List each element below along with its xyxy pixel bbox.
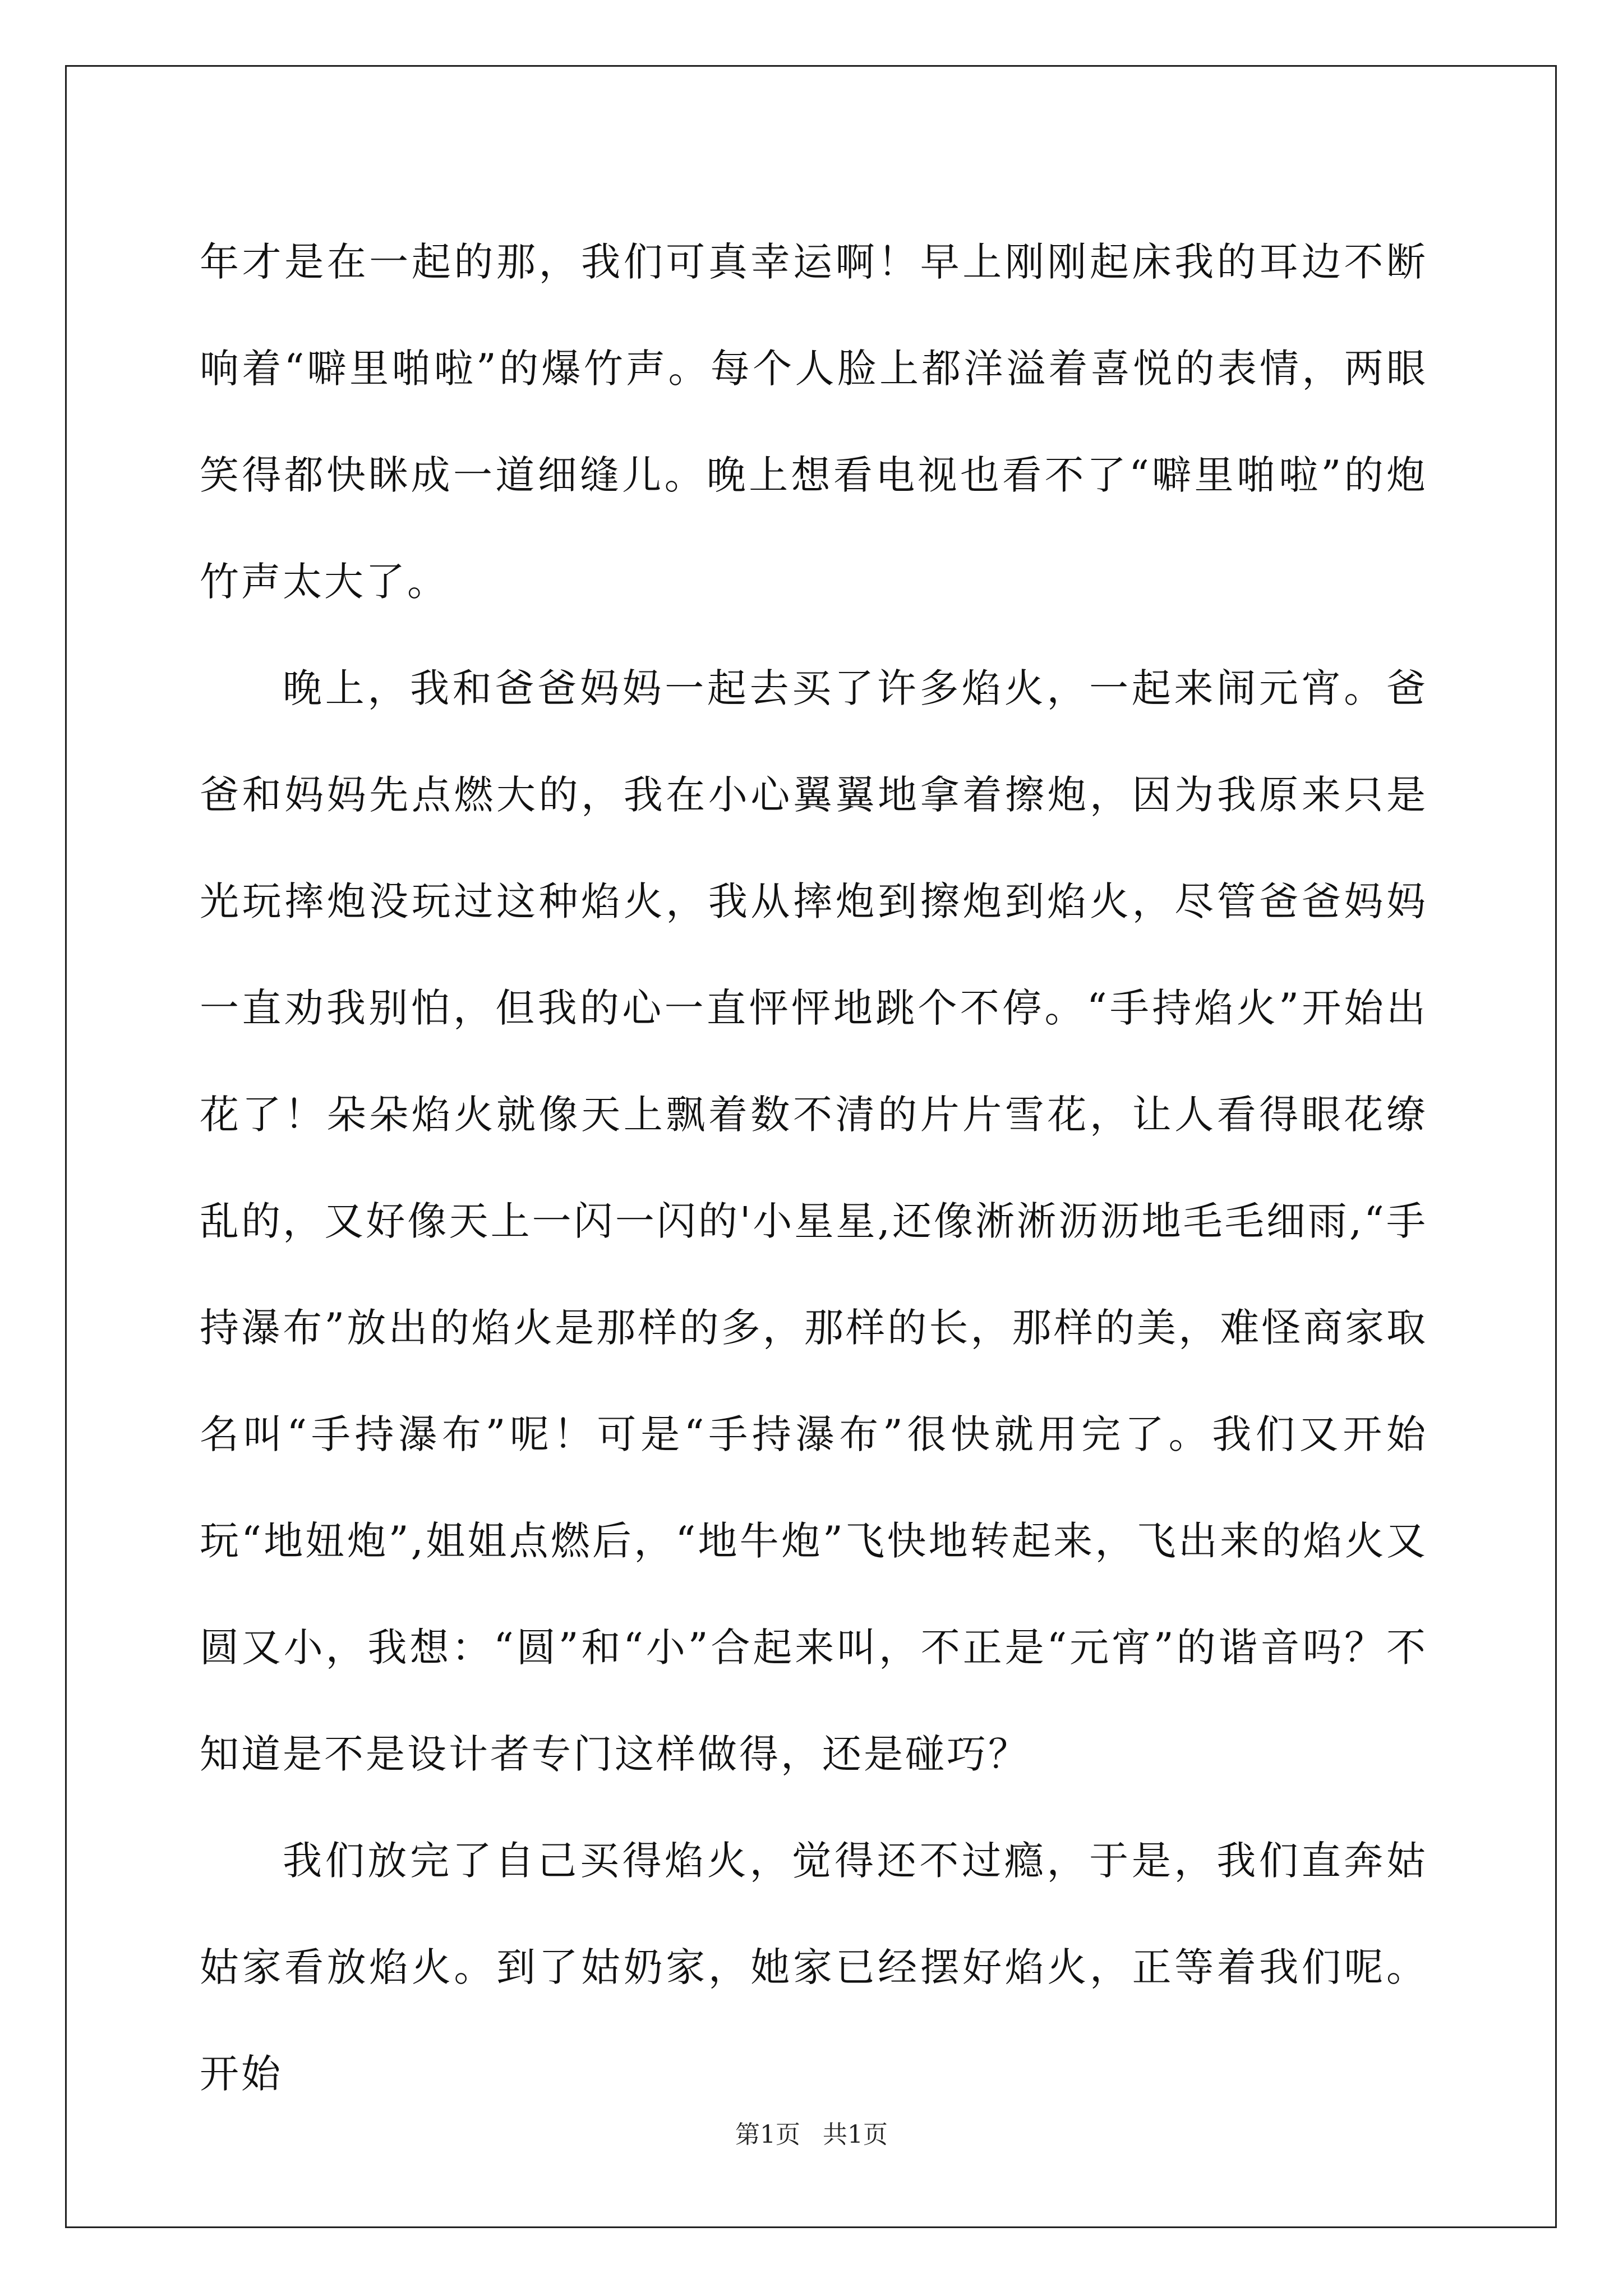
document-body	[200, 209, 1428, 2127]
page-number: 第1页	[735, 2120, 800, 2149]
paragraph-3: 我们放完了自己买得焰火，觉得还不过瘾，于是，我们直奔姑姑家看放焰火。到了姑奶家，她家已经摆好焰火，正等着我们呢。开始	[200, 1838, 1428, 2097]
paragraph-2: 晚上，我和爸爸妈妈一起去买了许多焰火，一起来闹元宵。爸爸和妈妈先点燃大的，我在小心翼翼地拿着擦炮，因为我原来只是光玩摔炮没玩过这种焰火，我从摔炮到擦炮到焰火，尽管爸爸妈妈一直劝我别怕，但我的心一直怦怦地跳个不停。“手持焰火”开始出花了！朵朵焰火就像天上飘着数不清的片片雪花，让人看得眼花缭乱的，又好像天上一闪一闪的'小星星,还像淅淅沥沥地毛毛细雨,“手持瀑布”放出的焰火是那样的多，那样的长，那样的美，难怪商家取名叫“手持瀑布”呢！可是“手持瀑布”很快就用完了。我们又开始玩“地妞炮”,姐姐点燃后，“地牛炮”飞快地转起来，飞出来的焰火又圆又小，我想：“圆”和“小”合起来叫，不正是“元宵”的谐音吗？不知道是不是设计者专门这样做得，还是碰巧？	[200, 665, 1428, 1777]
page-footer	[0, 2118, 1623, 2152]
page-total: 共1页	[823, 2120, 888, 2149]
paragraph-1: 年才是在一起的那，我们可真幸运啊！早上刚刚起床我的耳边不断响着“噼里啪啦”的爆竹声。每个人脸上都洋溢着喜悦的表情，两眼笑得都快眯成一道细缝儿。晚上想看电视也看不了“噼里啪啦”的炮竹声太大了。	[200, 239, 1428, 605]
